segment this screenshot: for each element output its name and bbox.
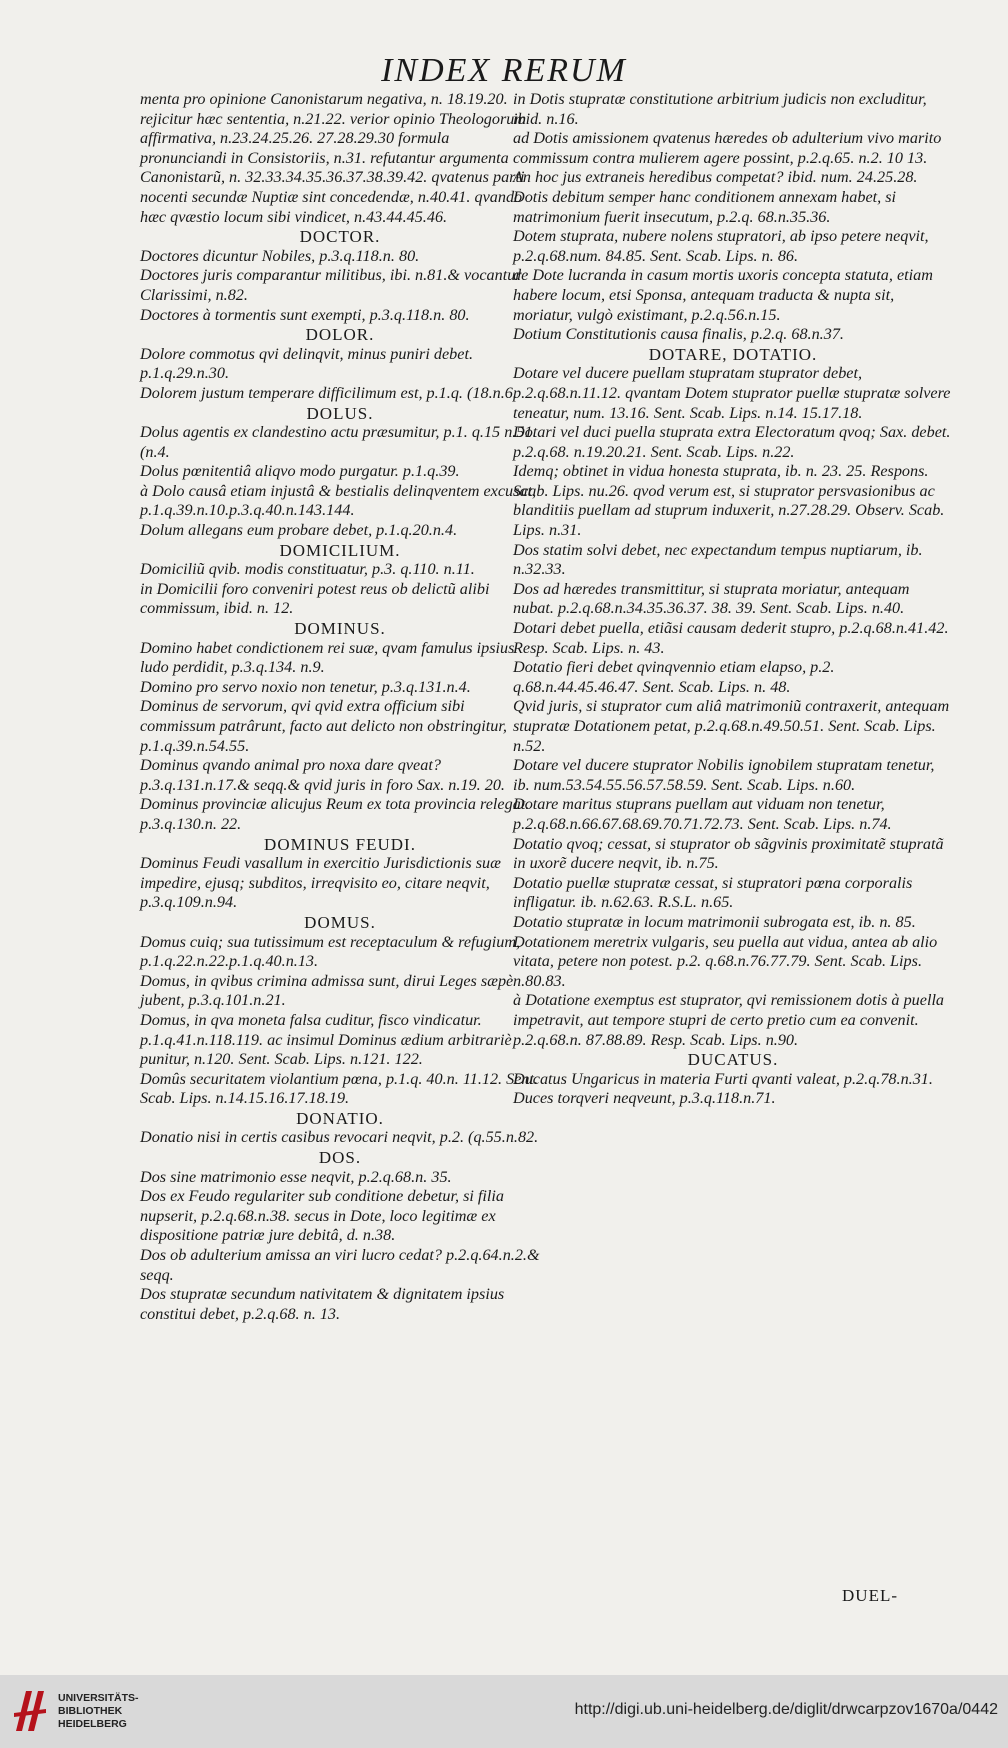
index-entry: Dos sine matrimonio esse neqvit, p.2.q.68.n. 35. (140, 1167, 452, 1186)
index-entry: Dotatio qvoq; cessat, si stuprator ob sãgvinis proximitatẽ stupratã in uxorẽ ducere neqvit, ib. n.75. (513, 834, 944, 873)
index-entry: Doctores à tormentis sunt exempti, p.3.q.118.n. 80. (140, 305, 470, 324)
index-entry: Dotare vel ducere stuprator Nobilis ignobilem stupratam tenetur, ib. num.53.54.55.56.57.58.59. Sent. Scab. Lips. n.60. (513, 756, 935, 794)
index-entry: Dotatio fieri debet qvinqvennio etiam elapso, p.2. q.68.n.44.45.46.47. Sent. Scab. Lips. n. 48. (513, 658, 835, 696)
index-entry: Dominus de servorum, qvi qvid extra officium sibi commissum patrârunt, facto aut delicto non obstringitur, p.1.q.39.n.54.55. (140, 697, 507, 755)
index-entry: Dotem stuprata, nubere nolens stupratori, ab ipso petere neqvit, p.2.q.68.num. 84.85. Sent. Scab. Lips. n. 86. (513, 227, 929, 265)
library-name (58, 1692, 139, 1731)
index-entry: Dotationem meretrix vulgaris, seu puella aut vidua, antea ab alio vitata, petere non potest. p.2. q.68.n.76.77.79. Sent. Scab. Lips. n.80.83. (513, 932, 938, 990)
index-entry: Dos ob adulterium amissa an viri lucro cedat? p.2.q.64.n.2.& seqq. (140, 1246, 540, 1284)
section-heading: DOMUS. (304, 912, 376, 932)
index-entry: Dotium Constitutionis causa finalis, p.2.q. 68.n.37. (513, 325, 844, 344)
index-entry: Dotatio stupratæ in locum matrimonii subrogata est, ib. n. 85. (513, 912, 916, 931)
right-column (513, 90, 953, 1109)
index-entry: Dos ad hæredes transmittitur, si stuprata moriatur, antequam nubat. p.2.q.68.n.34.35.36.37. 38. 39. Sent. Scab. Lips. n.40. (513, 579, 910, 618)
page-title: INDEX RERUM (381, 52, 627, 89)
index-entry: Dotare maritus stuprans puellam aut viduam non tenetur, p.2.q.68.n.66.67.68.69.70.71.72.73. Sent. Scab. Lips. n.74. (513, 795, 892, 833)
index-entry: menta pro opinione Canonistarum negativa, n. 18.19.20. rejicitur hæc sententia, n.21.22. verior opinio Theologorum affirmativa, n.23.24.25.26. 27.28.29.30 formula pronunciandi in Consistoriis, n.31. refutantur argumenta Canonistarũ, n. 32.33.34.35.36.37.38.39.42. qvatenus parti nocenti secundæ Nuptiæ sint concedendæ, n.40.41. qvando hæc qvæstio locum sibi vindicet, n.43.44.45.46. (140, 90, 527, 226)
index-entry: Doctores dicuntur Nobiles, p.3.q.118.n. 80. (140, 246, 420, 265)
index-entry: Dominus qvando animal pro noxa dare qveat? p.3.q.131.n.17.& seqq.& qvid juris in foro Sax. n.19. 20. (140, 756, 505, 794)
index-entry: Dotari vel duci puella stuprata extra Electoratum qvoq; Sax. debet. p.2.q.68. n.19.20.21. Sent. Scab. Lips. n.22. (513, 423, 951, 461)
index-entry: Domiciliũ qvib. modis constituatur, p.3. q.110. n.11. (140, 560, 475, 579)
index-entry: ad Dotis amissionem qvatenus hæredes ob adulterium vivo marito commissum contra mulierem agere possint, p.2.q.65. n.2. 10 13. (513, 129, 942, 167)
library-logo-icon (12, 1687, 48, 1735)
index-entry: in Dotis stupratæ constitutione arbitrium judicis non excluditur, ibid. n.16. (513, 90, 927, 128)
index-entry: Dos stupratæ secundum nativitatem & dignitatem ipsius constitui debet, p.2.q.68. n. 13. (140, 1285, 505, 1323)
index-entry: Donatio nisi in certis casibus revocari neqvit, p.2. (q.55.n.82. (140, 1128, 539, 1147)
index-entry: Dos ex Feudo regulariter sub conditione debetur, si filia nupserit, p.2.q.68.n.38. secus in Dote, loco legitimæ ex dispositione patriæ jure debitâ, d. n.38. (140, 1187, 505, 1245)
index-entry: Dolore commotus qvi delinqvit, minus puniri debet. p.1.q.29.n.30. (140, 344, 473, 383)
section-heading: DOLOR. (305, 325, 375, 345)
index-entry: Domus cuiq; sua tutissimum est receptaculum & refugium, p.1.q.22.n.22.p.1.q.40.n.13. (140, 932, 521, 971)
section-heading: DOS. (318, 1148, 362, 1168)
index-entry: Duces torqveri neqveunt, p.3.q.118.n.71. (513, 1089, 776, 1108)
index-entry: Dos statim solvi debet, nec expectandum tempus nuptiarum, ib. n.32.33. (513, 540, 923, 579)
section-heading: DOLUS. (306, 403, 374, 423)
section-heading: DONATIO. (296, 1108, 384, 1128)
index-entry: Domino habet condictionem rei suæ, qvam famulus ipsius ludo perdidit, p.3.q.134. n.9. (140, 638, 515, 677)
index-entry: Domino pro servo noxio non tenetur, p.3.q.131.n.4. (140, 677, 471, 696)
index-entry: Idemq; obtinet in vidua honesta stuprata, ib. n. 23. 25. Respons. Scab. Lips. nu.26. qvod verum est, si stuprator persvasionibus ac blanditiis puellam ad stuprum induxerit, n.27.28.29. Observ. Scab. Lips. n.31. (513, 462, 945, 540)
library-name-line: BIBLIOTHEK (58, 1705, 123, 1717)
index-entry: Dolus pœnitentiâ aliqvo modo purgatur. p.1.q.39. (140, 462, 460, 481)
library-name-line: HEIDELBERG (58, 1718, 127, 1730)
section-heading: DOMICILIUM. (279, 540, 401, 560)
source-url[interactable]: http://digi.ub.uni-heidelberg.de/diglit/drwcarpzov1670a/0442 (574, 1701, 998, 1718)
index-entry: Dominus provinciæ alicujus Reum ex tota provincia relegat. p.3.q.130.n. 22. (140, 795, 530, 833)
index-entry: Dolum allegans eum probare debet, p.1.q.20.n.4. (140, 521, 458, 540)
index-entry: à Dolo causâ etiam injustâ & bestialis delinqventem excusat, p.1.q.39.n.10.p.3.q.40.n.143.144. (140, 481, 537, 520)
index-entry: Dolus agentis ex clandestino actu præsumitur, p.1. q.15 n.51. (n.4. (140, 423, 537, 461)
index-entry: Ducatus Ungaricus in materia Furti qvanti valeat, p.2.q.78.n.31. (513, 1069, 933, 1088)
index-entry: Doctores juris comparantur militibus, ibi. n.81.& vocantur Clarissimi, n.82. (140, 266, 522, 304)
index-entry: Dotatio puellæ stupratæ cessat, si stupratori pœna corporalis infligatur. ib. n.62.63. R.S.L. n.65. (513, 873, 913, 912)
section-heading: DOMINUS FEUDI. (264, 834, 416, 854)
library-name-line: UNIVERSITÄTS- (58, 1692, 139, 1704)
index-entry: Qvid juris, si stuprator cum aliâ matrimoniũ contraxerit, antequam stupratæ Dotationem petat, p.2.q.68.n.49.50.51. Sent. Scab. Lips. n.52. (513, 697, 950, 755)
index-entry: Dotare vel ducere puellam stupratam stuprator debet, p.2.q.68.n.11.12. qvantam Dotem stuprator puellæ stupratæ solvere teneatur, num. 13.16. Sent. Scab. Lips. n.14. 15.17.18. (513, 364, 951, 422)
index-entry: de Dote lucranda in casum mortis uxoris concepta statuta, etiam habere locum, etsi Sponsa, antequam traducta & nupta sit, moriatur, vulgò existimant, p.2.q.56.n.15. (513, 266, 933, 324)
index-entry: à Dotatione exemptus est stuprator, qvi remissionem dotis à puella impetravit, aut tempore stupri de certo pretio cum ea convenit. p.2.q.68.n. 87.88.89. Resp. Scab. Lips. n.90. (513, 991, 945, 1049)
footer-bar (0, 1675, 1008, 1748)
index-entry: Dotis debitum semper hanc conditionem annexam habet, si matrimonium fuerit insecutum, p.2.q. 68.n.35.36. (513, 187, 897, 226)
section-heading: DOTARE, DOTATIO. (648, 344, 818, 364)
section-heading: DUCATUS. (687, 1050, 779, 1070)
index-entry: Domus, in qvibus crimina admissa sunt, dirui Leges sæpè jubent, p.3.q.101.n.21. (140, 971, 514, 1010)
index-entry: in Domicilii foro conveniri potest reus ob delictũ alibi commissum, ibid. n. 12. (140, 579, 490, 618)
index-entry: Dominus Feudi vasallum in exercitio Jurisdictionis suæ impedire, ejusq; subditos, irreqvisito eo, citare neqvit, p.3.q.109.n.94. (140, 854, 501, 912)
index-entry: Domus, in qva moneta falsa cuditur, fisco vindicatur. p.1.q.41.n.118.119. ac insimul Dominus ædium arbitrariè punitur, n.120. Sent. Scab. Lips. n.121. 122. (140, 1010, 512, 1069)
left-column (140, 90, 540, 1324)
index-entry: Dotari debet puella, etiãsi causam dederit stupro, p.2.q.68.n.41.42. Resp. Scab. Lips. n. 43. (513, 619, 949, 657)
index-entry: Domûs securitatem violantium pœna, p.1.q. 40.n. 11.12. Sent. Scab. Lips. n.14.15.16.17.18.19. (140, 1069, 539, 1108)
index-entry: An hoc jus extraneis heredibus competat? ibid. num. 24.25.28. (513, 168, 918, 187)
index-entry: Dolorem justum temperare difficilimum est, p.1.q. (18.n.6. (140, 383, 517, 402)
section-heading: DOCTOR. (299, 227, 381, 247)
section-heading: DOMINUS. (294, 619, 386, 639)
catchword: DUEL- (842, 1586, 898, 1605)
